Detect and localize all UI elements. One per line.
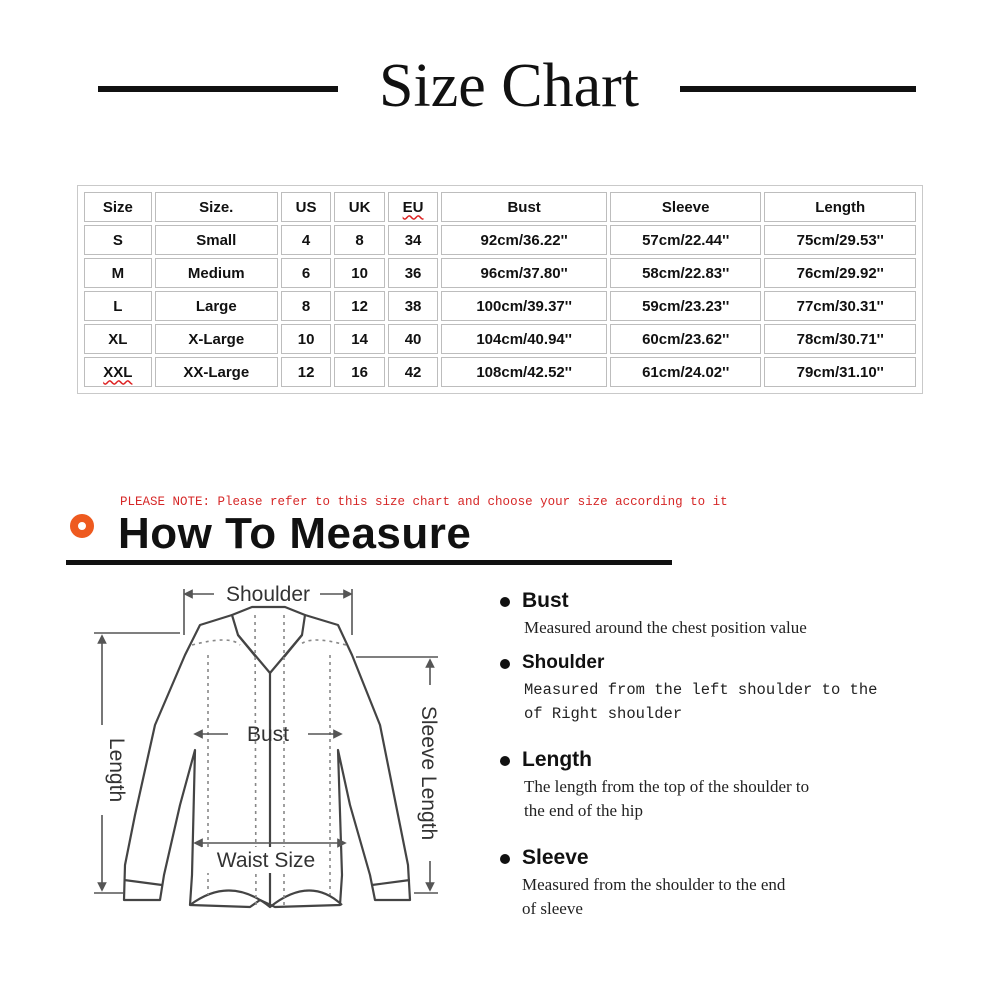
table-cell: 34	[388, 225, 438, 255]
header-cell: Sleeve	[610, 192, 761, 222]
shirt-measurement-diagram	[80, 575, 460, 920]
header-cell: US	[281, 192, 331, 222]
table-header-row	[84, 192, 916, 222]
table-cell: 77cm/30.31''	[764, 291, 916, 321]
table-row	[84, 258, 916, 288]
table-cell: X-Large	[155, 324, 278, 354]
header-cell: Bust	[441, 192, 607, 222]
table-cell: 76cm/29.92''	[764, 258, 916, 288]
table-cell: M	[84, 258, 152, 288]
measure-label: Length	[522, 748, 592, 771]
table-cell: Medium	[155, 258, 278, 288]
size-table	[77, 185, 923, 394]
table-cell: 42	[388, 357, 438, 387]
table-cell: Small	[155, 225, 278, 255]
length-label: Length	[105, 737, 128, 803]
waist-label: Waist Size	[216, 849, 316, 872]
heading-rule	[66, 560, 672, 565]
measure-label: Sleeve	[522, 846, 589, 869]
table-row	[84, 324, 916, 354]
table-cell: 58cm/22.83''	[610, 258, 761, 288]
measure-heading	[500, 588, 807, 614]
table-cell: 12	[281, 357, 331, 387]
measure-heading	[500, 845, 785, 871]
table-cell: 16	[334, 357, 384, 387]
sleeve-length-label: Sleeve Length	[417, 705, 440, 841]
measure-item-sleeve	[500, 845, 785, 921]
measure-item-length	[500, 747, 809, 823]
orange-circle-icon	[70, 514, 94, 538]
page-title: Size Chart	[379, 52, 639, 120]
bullet-icon	[500, 659, 510, 669]
table-cell: 96cm/37.80''	[441, 258, 607, 288]
table-cell: 8	[281, 291, 331, 321]
bullet-icon	[500, 854, 510, 864]
header-cell: UK	[334, 192, 384, 222]
table-cell: 14	[334, 324, 384, 354]
table-cell: 79cm/31.10''	[764, 357, 916, 387]
header-cell: Length	[764, 192, 916, 222]
measure-label: Shoulder	[522, 652, 605, 673]
table-cell: 6	[281, 258, 331, 288]
table-cell: 10	[334, 258, 384, 288]
table-row	[84, 225, 916, 255]
measure-description: Measured from the left shoulder to the	[524, 681, 878, 699]
table-cell: 100cm/39.37''	[441, 291, 607, 321]
table-cell: XL	[84, 324, 152, 354]
measure-item-bust	[500, 588, 807, 640]
how-to-measure-title: How To Measure	[118, 509, 472, 558]
measure-description-2: of sleeve	[522, 899, 583, 918]
table-cell: 4	[281, 225, 331, 255]
table-cell	[84, 357, 152, 387]
table-cell: S	[84, 225, 152, 255]
header-cell	[388, 192, 438, 222]
table-cell: 59cm/23.23''	[610, 291, 761, 321]
measure-description-2: the end of the hip	[524, 801, 643, 820]
bullet-icon	[500, 597, 510, 607]
header-cell: Size.	[155, 192, 278, 222]
shoulder-label: Shoulder	[225, 583, 311, 606]
table-cell: 61cm/24.02''	[610, 357, 761, 387]
table-cell: 12	[334, 291, 384, 321]
table-cell: 78cm/30.71''	[764, 324, 916, 354]
table-row	[84, 357, 916, 387]
measure-description: The length from the top of the shoulder to	[524, 777, 810, 796]
bullet-icon	[500, 756, 510, 766]
table-cell: 92cm/36.22''	[441, 225, 607, 255]
size-chart-header	[0, 48, 1000, 128]
measure-label: Bust	[522, 589, 569, 612]
measure-description-2: of Right shoulder	[524, 705, 683, 723]
table-cell: 10	[281, 324, 331, 354]
header-cell: Size	[84, 192, 152, 222]
table-cell: L	[84, 291, 152, 321]
table-cell: 36	[388, 258, 438, 288]
table-cell: 38	[388, 291, 438, 321]
table-cell: Large	[155, 291, 278, 321]
table-cell: 57cm/22.44''	[610, 225, 761, 255]
table-cell: 75cm/29.53''	[764, 225, 916, 255]
title-rule-right	[680, 86, 916, 92]
measure-heading	[500, 747, 809, 773]
table-cell: 60cm/23.62''	[610, 324, 761, 354]
table-cell-text: XXL	[103, 363, 133, 381]
measure-description: Measured around the chest position value	[524, 618, 807, 637]
table-row	[84, 291, 916, 321]
table-cell: 8	[334, 225, 384, 255]
measure-heading	[500, 650, 877, 676]
measure-item-shoulder	[500, 650, 877, 726]
table-cell: 104cm/40.94''	[441, 324, 607, 354]
size-note: PLEASE NOTE: Please refer to this size chart and choose your size according to it	[120, 495, 728, 509]
header-cell-text: EU	[402, 198, 424, 216]
title-rule-left	[98, 86, 338, 92]
table-cell: 108cm/42.52''	[441, 357, 607, 387]
table-cell: 40	[388, 324, 438, 354]
table-cell: XX-Large	[155, 357, 278, 387]
bust-label: Bust	[246, 723, 290, 746]
measure-description: Measured from the shoulder to the end	[522, 875, 786, 894]
